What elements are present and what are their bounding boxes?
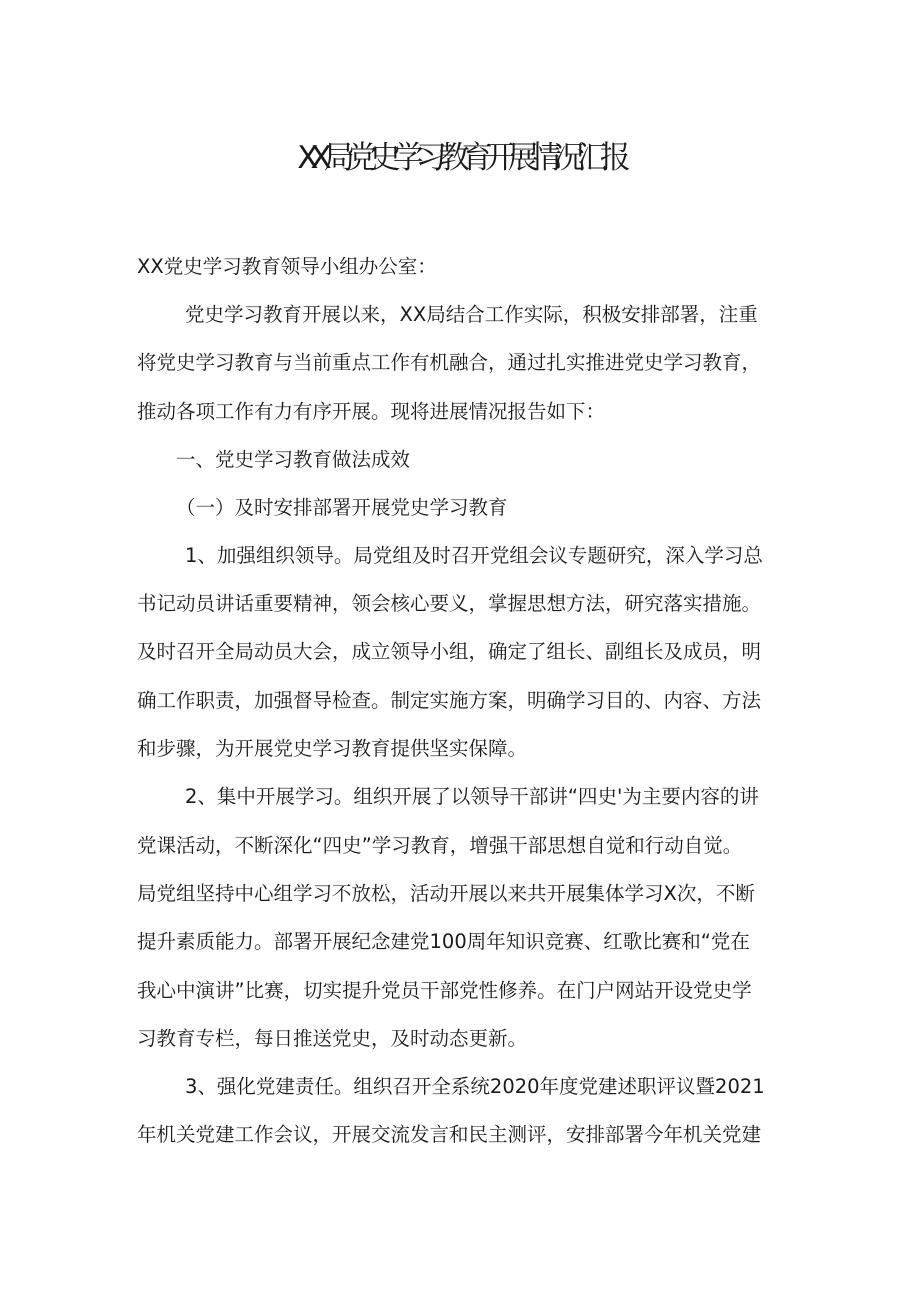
subsection-heading: （一）及时安排部署开展党史学习教育 [176,495,508,519]
item2-line: 提升素质能力。部署开展纪念建党100周年知识竞赛、红歌比赛和“党在 [137,930,750,954]
intro-line: 党史学习教育开展以来，XX局结合工作实际，积极安排部署，注重 [185,303,758,326]
section-heading: 一、党史学习教育做法成效 [176,447,411,471]
intro-paragraph [137,291,787,436]
item1-line: 确工作职责，加强督导检查。制定实施方案，明确学习目的、内容、方法 [137,688,762,712]
item1-line: 和步骤，为开展党史学习教育提供坚实保障。 [137,737,528,761]
item1-line: 书记动员讲话重要精神，领会核心要义，掌握思想方法，研究落实措施。 [137,592,762,616]
salutation: XX党史学习教育领导小组办公室： [137,255,437,278]
item2-line: 习教育专栏，每日推送党史，及时动态更新。 [137,1026,528,1050]
item3-paragraph [137,1063,787,1160]
item1-paragraph [137,532,787,773]
item2-line: 党课活动，不断深化“四史”学习教育，增强干部思想自觉和行动自觉。 [137,833,743,857]
intro-line: 将党史学习教育与当前重点工作有机融合，通过扎实推进党史学习教育， [137,351,762,375]
item2-line: 局党组坚持中心组学习不放松，活动开展以来共开展集体学习X次，不断 [137,881,755,905]
document-body [137,243,787,1160]
item1-line: 1、加强组织领导。局党组及时召开党组会议专题研究，深入学习总 [185,543,763,567]
item2-line: 我心中演讲”比赛，切实提升党员干部党性修养。在门户网站开设党史学 [137,978,752,1002]
item3-line: 3、强化党建责任。组织召开全系统2020年度党建述职评议暨2021 [185,1075,765,1099]
item1-line: 及时召开全局动员大会，成立领导小组，确定了组长、副组长及成员，明 [137,640,762,664]
item2-paragraph [137,773,787,1063]
intro-line: 推动各项工作有力有序开展。现将进展情况报告如下： [137,399,606,423]
item3-line: 年机关党建工作会议，开展交流发言和民主测评，安排部署今年机关党建 [137,1123,762,1147]
item2-line: 2、集中开展学习。组织开展了以领导干部讲“四史'为主要内容的讲 [185,785,759,809]
document-title: XX局党史学习教育开展情况汇报 [297,140,623,176]
